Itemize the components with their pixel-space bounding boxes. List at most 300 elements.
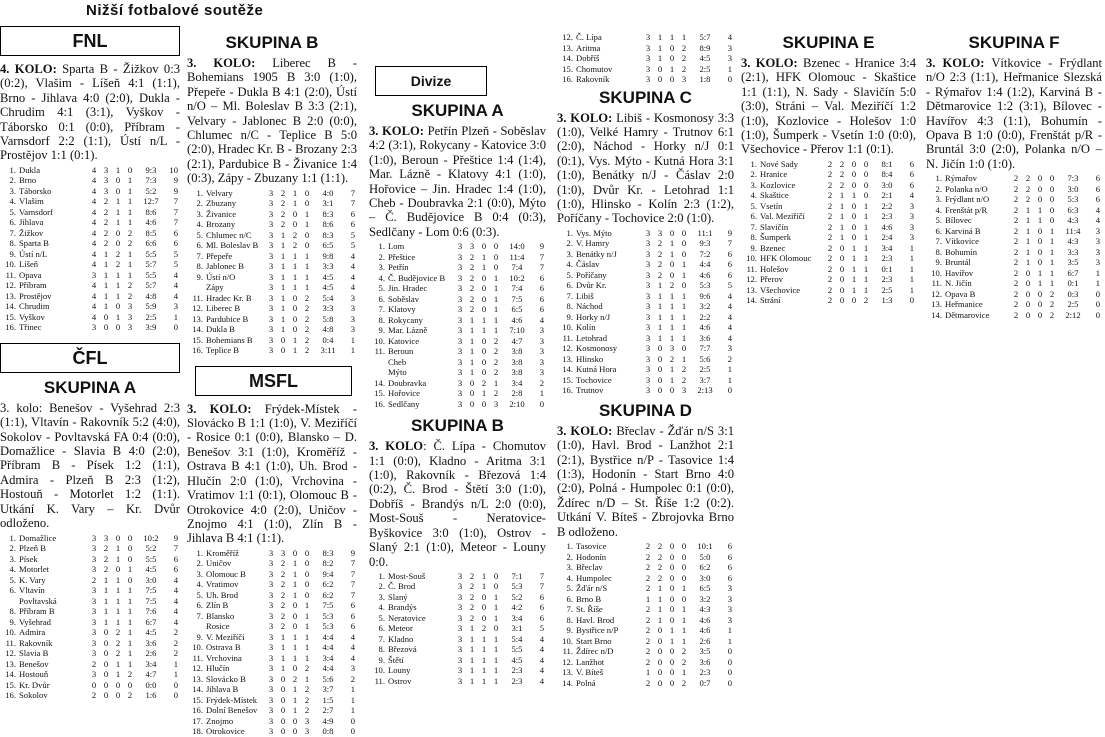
table-cell: 3	[268, 652, 274, 663]
table-cell: 0	[727, 677, 732, 688]
table-row	[187, 642, 357, 653]
table-cell: 0	[539, 398, 544, 409]
table-cell: 0	[304, 198, 310, 209]
div-d-round: 3. KOLO:	[557, 423, 613, 438]
table-cell: 3	[91, 595, 97, 606]
table-cell: 6:2	[322, 589, 334, 600]
table-cell: 3	[268, 621, 274, 632]
table-cell: 2:6	[699, 635, 711, 646]
team-name: Start Brno	[576, 635, 612, 646]
table-cell: 0	[863, 158, 869, 169]
table-cell: 7.	[566, 604, 573, 614]
table-cell: 1	[280, 324, 286, 335]
table-cell: 1	[669, 63, 675, 74]
table-cell: 1	[469, 325, 475, 336]
table-cell: 1	[1025, 246, 1031, 257]
team-name: Heřmanice	[945, 299, 983, 310]
table-cell: 2	[657, 238, 663, 249]
table-row	[926, 226, 1102, 237]
table-cell: 9.	[9, 616, 16, 627]
table-row	[557, 53, 734, 64]
table-cell: 2	[839, 158, 845, 169]
table-cell: 2	[304, 313, 310, 324]
table-cell: 2	[493, 335, 499, 346]
table-cell: 0	[839, 263, 845, 274]
table-cell: 7	[350, 589, 355, 600]
table-cell: 1	[1049, 225, 1055, 236]
table-cell: 3	[268, 240, 274, 251]
table-row	[0, 627, 180, 638]
table-cell: 4	[727, 332, 732, 343]
table-row	[369, 571, 546, 582]
table-cell: 3	[457, 602, 463, 613]
table-cell: 0	[1049, 215, 1055, 226]
table-cell: 6	[173, 564, 178, 574]
table-cell: 2	[657, 551, 663, 562]
table-row	[187, 335, 357, 346]
table-cell: 3	[127, 301, 133, 312]
team-name: Admira	[19, 627, 46, 637]
table-cell: 12.	[562, 656, 573, 667]
table-row	[557, 636, 734, 647]
table-cell: 5:3	[699, 280, 711, 291]
table-cell: 4.	[196, 579, 203, 590]
table-row	[741, 232, 916, 243]
table-cell: 1	[681, 32, 687, 42]
table-cell: 1	[127, 269, 133, 280]
table-row	[0, 259, 180, 270]
table-cell: 1	[173, 669, 178, 679]
table-cell: 2	[91, 574, 97, 585]
table-cell: 3	[539, 346, 544, 357]
table-cell: 2:5	[881, 284, 893, 295]
table-cell: 0	[292, 663, 298, 674]
cfl-a-table	[0, 533, 180, 701]
table-cell: 1	[669, 322, 675, 333]
team-name: Všechovice	[760, 284, 801, 295]
table-cell: 1	[481, 388, 487, 399]
table-cell: 0	[304, 547, 310, 558]
team-name: Hořovice	[388, 388, 420, 399]
table-cell: 2	[827, 263, 833, 274]
table-cell: 5	[173, 259, 178, 270]
table-cell: 2.	[9, 543, 16, 553]
table-cell: 0	[292, 621, 298, 632]
table-cell: 8.	[750, 232, 757, 243]
table-cell: 0	[481, 241, 487, 252]
table-row	[187, 261, 357, 272]
team-name: Žďár n/S	[576, 583, 608, 593]
table-cell: 0	[127, 532, 133, 543]
table-cell: 0	[657, 74, 663, 84]
table-row	[187, 548, 357, 559]
table-cell	[369, 367, 388, 378]
table-cell: 2	[1013, 225, 1019, 236]
table-cell: 2	[657, 248, 663, 259]
team-name: Hlinsko	[576, 353, 604, 364]
team-name: Poříčany	[576, 269, 607, 280]
table-cell: 0	[115, 185, 121, 196]
table-cell: 9.	[378, 654, 385, 665]
table-cell: 10.	[192, 642, 203, 653]
div-a-round: 3. KOLO:	[369, 124, 424, 138]
table-cell: 2	[469, 591, 475, 602]
table-cell: 9	[173, 185, 178, 196]
table-cell: 10	[169, 164, 178, 175]
table-cell: 2	[657, 562, 663, 572]
table-cell: 1	[481, 262, 487, 273]
table-cell: 1	[280, 250, 286, 261]
table-cell: 3	[909, 200, 914, 211]
table-cell: 1	[127, 585, 133, 595]
table-cell: 1	[127, 658, 133, 669]
table-cell: 0	[280, 726, 286, 737]
table-cell: 1	[1025, 204, 1031, 215]
table-cell: 7	[539, 262, 544, 273]
table-cell: 3	[909, 221, 914, 232]
table-cell: 0:4	[322, 334, 334, 345]
table-cell: 0	[493, 262, 499, 273]
table-cell: 0	[115, 322, 121, 333]
cfl-b-title: SKUPINA B	[225, 33, 319, 52]
table-cell: 3	[457, 262, 463, 273]
table-cell: 6.	[750, 211, 757, 222]
table-cell: 4	[350, 631, 355, 642]
table-cell: 2	[481, 377, 487, 388]
table-cell: 3	[91, 543, 97, 553]
table-cell: 4.	[750, 190, 757, 201]
team-name: Rokycany	[388, 314, 423, 325]
team-name: Vratimov	[206, 579, 239, 590]
table-row	[187, 324, 357, 335]
table-cell: 4:2	[511, 602, 523, 613]
table-cell: 0	[304, 589, 310, 600]
table-cell: 3	[268, 673, 274, 684]
table-cell: 5:5	[511, 644, 523, 655]
table-row	[926, 194, 1102, 205]
table-cell: 1	[1037, 278, 1043, 289]
team-name: Motorlet	[19, 564, 50, 574]
table-cell: 1	[481, 251, 487, 262]
table-cell: 5:3	[322, 610, 334, 621]
table-cell: 1	[304, 271, 310, 282]
table-cell: 2	[839, 179, 845, 190]
table-cell: 2	[827, 284, 833, 295]
table-cell: 3	[457, 581, 463, 592]
table-cell: 7:6	[145, 606, 157, 616]
table-cell	[369, 357, 388, 368]
table-cell: 7	[173, 543, 178, 553]
table-row	[0, 659, 180, 670]
table-cell: 0	[669, 259, 675, 270]
table-cell: 3	[645, 280, 651, 291]
table-cell: 0	[493, 251, 499, 262]
table-cell: 14.	[931, 309, 942, 320]
table-cell: 1	[863, 274, 869, 285]
team-name: Vltavín	[19, 585, 45, 595]
table-cell: 1.	[378, 570, 385, 581]
table-cell: 0	[481, 591, 487, 602]
team-name: Teplice B	[206, 345, 240, 356]
table-cell: 0	[481, 367, 487, 378]
table-cell: 0	[1037, 183, 1043, 194]
table-cell: 4	[91, 175, 97, 186]
table-cell: 0	[657, 656, 663, 667]
table-cell: 2	[827, 232, 833, 243]
table-cell: 1	[127, 595, 133, 606]
table-cell: 2	[115, 248, 121, 259]
table-cell: 4.	[9, 196, 16, 207]
table-cell: 1	[481, 644, 487, 655]
team-name: Sedlčany	[388, 398, 420, 409]
table-cell: 1	[493, 272, 499, 283]
table-cell: 1	[863, 221, 869, 232]
table-cell: 3	[268, 271, 274, 282]
table-cell: 3	[268, 694, 274, 705]
table-cell: 4	[173, 585, 178, 595]
table-cell: 1	[103, 248, 109, 259]
div-f-text: Vítkovice - Frýdlant n/O 2:3 (1:1), Heřmanice Slezská - Rýmařov 1:4 (1:2), Karviná B - Dětmarovice 1:2 (3:1), Bílovec - Havířov 4:3 (1:1), Bohumín - Opava B 1:0 (0:0), Frenštát p/R - Bruntál 3:0 (2:0), Polanka n/O – N. Jičín 1:0 (1:0).	[926, 56, 1103, 171]
table-cell: 3	[304, 715, 310, 726]
table-cell: 4:4	[322, 663, 334, 674]
table-cell: 1	[304, 610, 310, 621]
table-row	[369, 676, 546, 687]
table-cell: 9	[173, 532, 178, 543]
team-name: Havl. Brod	[576, 614, 615, 625]
table-cell: 8.	[378, 644, 385, 655]
table-row	[187, 188, 357, 199]
table-cell: 4.	[378, 602, 385, 613]
team-name: Jin. Hradec	[388, 283, 428, 294]
table-cell: 1	[1049, 267, 1055, 278]
table-cell: 9.	[378, 325, 385, 336]
table-cell: 3	[493, 398, 499, 409]
table-cell: 3	[268, 558, 274, 569]
table-cell: 3	[645, 227, 651, 238]
table-cell: 0:3	[1067, 288, 1079, 299]
table-row	[187, 303, 357, 314]
table-row	[0, 690, 180, 701]
table-cell: 0	[669, 593, 675, 604]
table-cell: 3	[457, 675, 463, 686]
table-cell: 4	[91, 301, 97, 312]
table-cell: 3	[268, 208, 274, 219]
table-cell: 6:3	[1067, 204, 1079, 215]
table-cell: 0	[839, 284, 845, 295]
table-row	[187, 611, 357, 622]
table-cell: 1	[304, 250, 310, 261]
table-row	[557, 364, 734, 375]
table-row	[187, 230, 357, 241]
table-cell: 1	[863, 284, 869, 295]
team-name: Chrudim	[19, 301, 50, 312]
table-cell: 3	[350, 313, 355, 324]
team-name: Rakovník	[19, 637, 53, 648]
table-cell: 5.	[566, 269, 573, 280]
table-cell: 2	[469, 612, 475, 623]
table-cell: 0	[1025, 288, 1031, 299]
team-name: N. Jičín	[945, 278, 972, 289]
table-cell: 1	[863, 263, 869, 274]
team-name: Kosmonosy	[576, 343, 618, 354]
table-cell: 6.	[9, 585, 16, 595]
table-cell: 4:5	[699, 53, 711, 63]
table-cell: 2	[280, 208, 286, 219]
table-cell	[0, 596, 19, 607]
table-row	[369, 644, 546, 655]
table-cell: 1	[481, 325, 487, 336]
team-name: Klatovy	[388, 304, 416, 315]
table-cell: 2	[91, 658, 97, 669]
table-cell: 5.	[378, 612, 385, 623]
table-cell: 15.	[192, 694, 203, 705]
table-cell: 1	[304, 219, 310, 230]
table-cell: 10.	[5, 259, 16, 270]
table-cell: 13.	[5, 658, 16, 669]
table-cell: 1	[681, 290, 687, 301]
table-cell: 4	[350, 250, 355, 261]
team-name: Petřín	[388, 262, 409, 273]
table-cell: 2	[863, 295, 869, 306]
table-cell: 2	[827, 253, 833, 264]
team-name: Skaštice	[760, 190, 789, 201]
team-name: Zápy	[206, 282, 224, 293]
table-row	[557, 625, 734, 636]
table-cell: 2	[1025, 173, 1031, 184]
table-cell: 3	[173, 301, 178, 312]
table-cell: 5:7	[145, 280, 157, 291]
msfl-box: MSFL	[195, 366, 352, 396]
table-cell: 4:5	[322, 282, 334, 293]
team-name: Cheb	[388, 356, 407, 367]
table-cell: 1	[280, 303, 286, 314]
table-row	[557, 291, 734, 302]
table-cell: 3.	[378, 262, 385, 273]
table-cell: 8:3	[322, 229, 334, 240]
table-cell: 1	[103, 269, 109, 280]
table-cell: 2	[827, 158, 833, 169]
table-cell: 6	[350, 208, 355, 219]
table-cell: 9:3	[699, 238, 711, 249]
table-cell: 11:4	[1065, 225, 1081, 236]
table-cell: 2	[827, 211, 833, 222]
table-cell: 2	[681, 656, 687, 667]
table-cell: 7	[539, 251, 544, 262]
table-cell: 1	[481, 570, 487, 581]
table-cell: 0	[103, 648, 109, 658]
table-cell: 1	[304, 642, 310, 653]
table-row	[187, 272, 357, 283]
table-cell: 4.	[378, 272, 385, 283]
table-cell: 3	[469, 241, 475, 252]
table-cell: 0	[481, 335, 487, 346]
table-cell: 1	[103, 616, 109, 627]
table-cell: 1	[280, 652, 286, 663]
table-cell: 0	[115, 301, 121, 312]
team-name: Dolní Benešov	[206, 705, 258, 716]
table-cell: 0	[1037, 173, 1043, 184]
table-cell: 7:5	[511, 293, 523, 304]
table-row	[0, 228, 180, 239]
table-cell: 1	[115, 269, 121, 280]
table-row	[369, 613, 546, 624]
team-name: Humpolec	[576, 572, 612, 583]
table-cell: 0	[1025, 278, 1031, 289]
table-cell: 0	[727, 385, 732, 396]
table-cell: 2:5	[699, 364, 711, 375]
table-cell: 0	[1037, 257, 1043, 268]
table-cell: 2.	[196, 198, 203, 209]
team-name: Bílovec	[945, 215, 972, 226]
table-cell: 11:1	[697, 227, 713, 238]
team-name: Ústí n/O	[206, 271, 236, 282]
column-6	[926, 32, 1102, 320]
table-cell: 2	[304, 684, 310, 695]
team-name: V. Meziříčí	[206, 631, 245, 642]
table-cell: 6	[727, 269, 732, 280]
table-row	[187, 716, 357, 727]
table-cell: 0	[657, 385, 663, 396]
table-cell: 9	[539, 241, 544, 252]
table-cell: 1	[909, 242, 914, 253]
table-row	[187, 219, 357, 230]
table-cell: 3	[127, 311, 133, 322]
table-cell: 0	[127, 679, 133, 690]
table-cell: 4:6	[145, 217, 157, 228]
table-cell: 0	[173, 322, 178, 333]
table-cell: 1	[115, 669, 121, 679]
table-cell: 2	[103, 217, 109, 228]
table-cell: 2	[645, 614, 651, 625]
table-cell: 1	[292, 345, 298, 356]
table-row	[741, 190, 916, 201]
table-cell: 2	[280, 187, 286, 198]
table-cell: 0:7	[699, 677, 711, 688]
table-cell: 3	[103, 175, 109, 186]
team-name: Beroun	[388, 346, 414, 357]
table-cell: 16.	[5, 322, 16, 333]
table-cell: 0	[909, 295, 914, 306]
table-cell: 0	[657, 63, 663, 74]
page-title: Nižší fotbalové soutěže	[86, 2, 264, 19]
table-cell: 1	[292, 642, 298, 653]
table-cell: 9	[727, 227, 732, 238]
table-cell: 2	[469, 304, 475, 315]
table-cell: 2:3	[511, 665, 523, 676]
table-cell: 2	[115, 637, 121, 648]
table-cell	[187, 621, 206, 632]
table-row	[369, 283, 546, 294]
table-cell: 4	[727, 290, 732, 301]
table-row	[0, 249, 180, 260]
table-cell: 10:2	[509, 272, 525, 283]
table-cell: 3	[645, 42, 651, 53]
table-cell: 1	[1037, 215, 1043, 226]
table-cell: 3	[909, 211, 914, 222]
table-row	[369, 315, 546, 326]
table-row	[557, 238, 734, 249]
table-cell: 18.	[192, 726, 203, 737]
table-cell: 0	[1025, 267, 1031, 278]
table-cell: 2	[173, 648, 178, 658]
table-row	[557, 615, 734, 626]
table-cell: 7:5	[322, 600, 334, 611]
team-name: Pardubice B	[206, 313, 249, 324]
table-cell: 0	[1095, 299, 1100, 310]
table-cell: 1.	[566, 227, 573, 238]
table-cell: 2.	[750, 169, 757, 180]
table-cell: 1	[657, 593, 663, 604]
